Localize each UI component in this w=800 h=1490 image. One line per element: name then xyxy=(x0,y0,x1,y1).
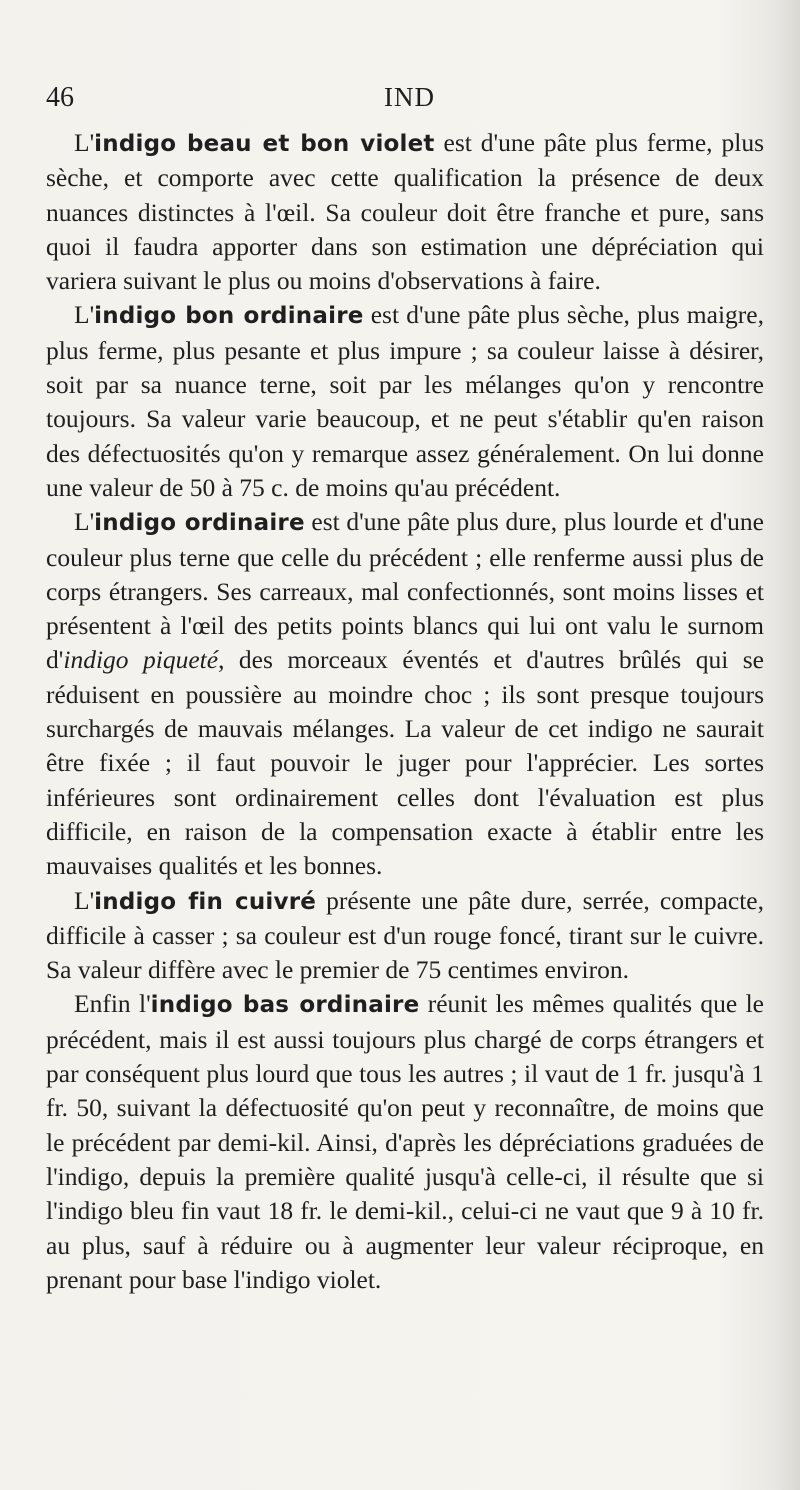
running-head: IND xyxy=(384,82,435,112)
paragraph-lead: L' xyxy=(74,128,95,157)
paragraph-indigo-beau-et-bon-violet xyxy=(46,126,764,298)
paragraph-text: est d'une pâte plus dure, plus lourde et d'une couleur plus terne que celle du précédent ; elle renferme aussi plus de corps étrangers. Ses carreaux, mal confectionnés, sont moins lisses et présentent à l'œil des petits points blancs qui lui ont valu le surnom d' xyxy=(46,507,764,675)
paragraph-indigo-bon-ordinaire xyxy=(46,298,764,505)
page-header xyxy=(46,82,764,122)
paragraph-text: réunit les mêmes qualités que le précédent, mais il est aussi toujours plus chargé de corps étrangers et par conséquent plus lourd que tous les autres ; il vaut de 1 fr. jusqu'à 1 fr. 50, suivant la défectuosité qu'on peut y reconnaître, de moins que le précédent par demi-kil. Ainsi, d'après les dépréciations graduées de l'indigo, depuis la première qualité jusqu'à celle-ci, il résulte que si l'indigo bleu fin vaut 18 fr. le demi-kil., celui-ci ne vaut que 9 à 10 fr. au plus, sauf à réduire ou à augmenter leur valeur réciproque, en prenant pour base l'indigo violet. xyxy=(46,989,764,1294)
page-number: 46 xyxy=(46,82,74,113)
paragraph-text-continued: , des morceaux éventés et d'autres brûlés qui se réduisent en poussière au moindre choc ; ils sont presque toujours surchargés de mauvais mélanges. La valeur de cet indigo ne saurait être fixée ; il faut pouvoir le juger pour l'apprécier. Les sortes inférieures sont ordinairement celles dont l'évaluation est plus difficile, en raison de la compensation exacte à établir entre les mauvaises qualités et les bonnes. xyxy=(46,645,764,881)
paragraph-text: est d'une pâte plus ferme, plus sèche, et comporte avec cette qualification la présence de deux nuances distinctes à l'œil. Sa couleur doit être franche et pure, sans quoi il faudra apporter dans son estimation une dépréciation qui variera suivant le plus ou moins d'observations à faire. xyxy=(46,128,764,296)
paragraph-text: présente une pâte dure, serrée, compacte, difficile à casser ; sa couleur est d'un rouge foncé, tirant sur le cuivre. Sa valeur diffère avec le premier de 75 centimes environ. xyxy=(46,885,764,985)
body-text xyxy=(46,126,764,1297)
paragraph-keyword: indigo fin cuivré xyxy=(94,888,317,915)
paragraph-lead: L' xyxy=(74,885,95,915)
paragraph-lead: L' xyxy=(74,507,95,537)
paragraph-indigo-ordinaire xyxy=(46,505,764,883)
paragraph-keyword: indigo bas ordinaire xyxy=(150,992,420,1019)
paragraph-lead: L' xyxy=(74,300,95,330)
paragraph-keyword: indigo beau et bon violet xyxy=(94,131,435,157)
paragraph-indigo-bas-ordinaire xyxy=(46,987,764,1297)
italic-term: indigo piqueté xyxy=(63,645,219,675)
paragraph-keyword: indigo bon ordinaire xyxy=(94,303,364,330)
paragraph-lead: Enfin l' xyxy=(74,989,151,1019)
paragraph-indigo-fin-cuivre xyxy=(46,884,764,988)
paragraph-keyword: indigo ordinaire xyxy=(94,510,305,537)
paragraph-text: est d'une pâte plus sèche, plus maigre, plus ferme, plus pesante et plus impure ; sa couleur laisse à désirer, soit par sa nuance terne, soit par les mélanges qu'on y rencontre toujours. Sa valeur varie beaucoup, et ne peut s'établir qu'en raison des défectuosités qu'on y remarque assez généralement. On lui donne une valeur de 50 à 75 c. de moins qu'au précédent. xyxy=(46,300,764,502)
